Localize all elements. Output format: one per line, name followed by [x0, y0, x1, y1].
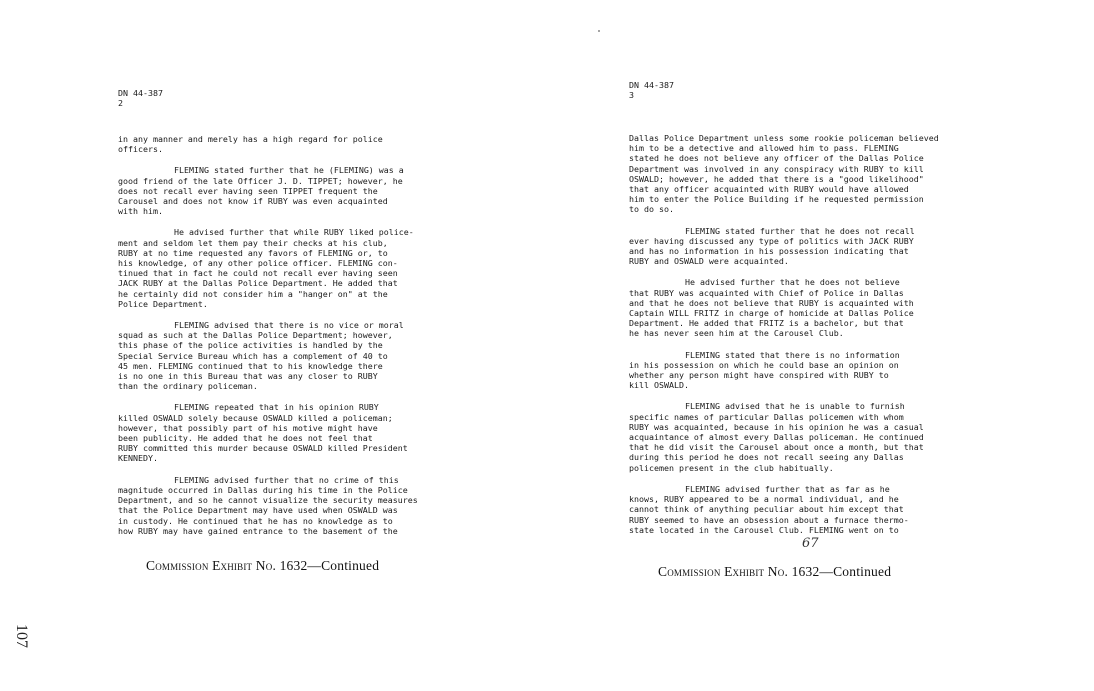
caption-title: Commission Exhibit No. 1632 — [146, 558, 308, 573]
page-number: 3 — [629, 90, 634, 101]
paragraph: in any manner and merely has a high regard for police officers. — [118, 134, 383, 155]
right-document-page — [547, 0, 1094, 691]
file-number: DN 44-387 — [118, 88, 163, 98]
paragraph: He advised further that while RUBY liked police- ment and seldom let them pay their checks at his club, RUBY at no time requested any favors of FLEMING or, to his knowledge, of any other police officer. FLEMING con- tinued that in fact he could not recall ever having seen JACK RUBY at the Dallas Police Department. He added that he certainly did not consider him a "hanger on" at the Police Department. — [118, 227, 414, 309]
paragraph: FLEMING stated further that he does not recall ever having discussed any type of politics with JACK RUBY and has no information in his possession indicating that RUBY and OSWALD were acquainted. — [629, 225, 915, 267]
page-number: 2 — [118, 98, 123, 109]
exhibit-caption — [658, 564, 891, 580]
paragraph: FLEMING stated further that he (FLEMING) was a good friend of the late Officer J. D. TIPPET; however, he does not recall ever having seen TIPPET frequent the Carousel and does not know if RUBY was even acquainted with him. — [118, 165, 404, 217]
body-text — [629, 133, 989, 546]
paragraph: Dallas Police Department unless some rookie policeman believed him to be a detective and allowed him to pass. FLEMING stated he does not believe any officer of the Dallas Police Department was involved in any conspiracy with RUBY to kill OSWALD; however, he added that there is a "good likelihood" that any officer acquainted with RUBY would have allowed him to enter the Police Building if he requested permission to do so. — [629, 133, 939, 215]
margin-page-number: 107 — [13, 624, 30, 648]
file-number: DN 44-387 — [629, 80, 674, 90]
paragraph: He advised further that he does not believe that RUBY was acquainted with Chief of Police in Dallas and that he does not believe that RUBY is acquainted with Captain WILL FRITZ in charge of homicide at Dallas Police Department. He added that FRITZ is a bachelor, but that he has never seen him at the Carousel Club. — [629, 277, 914, 339]
handwritten-page-number: 67 — [802, 536, 819, 551]
paragraph: FLEMING advised that he is unable to furnish specific names of particular Dallas policemen with whom RUBY was acquainted, because in his opinion he was a casual acquaintance of almost every Dallas policeman. He continued that he did visit the Carousel about once a month, but that during this period he does not recall seeing any Dallas policemen present in the club habitually. — [629, 401, 924, 473]
caption-suffix: —Continued — [307, 558, 380, 573]
file-number-block — [629, 80, 674, 100]
file-number-block — [118, 88, 163, 108]
paragraph: FLEMING advised further that no crime of this magnitude occurred in Dallas during his time in the Police Department, and so he cannot visualize the security measures that the Police Department may have used when OSWALD was in custody. He continued that he has no knowledge as to how RUBY may have gained entrance to the basement of the — [118, 474, 418, 536]
paragraph: FLEMING advised that there is no vice or moral squad as such at the Dallas Police Department; however, this phase of the police activities is handled by the Special Service Bureau which has a complement of 40 to 45 men. FLEMING continued that to his knowledge there is no one in this Bureau that was any closer to RUBY than the ordinary policeman. — [118, 320, 404, 392]
scan-speck — [598, 30, 600, 32]
paragraph: FLEMING repeated that in his opinion RUBY killed OSWALD solely because OSWALD killed a policeman; however, that possibly part of his motive might have been publicity. He added that he does not feel that RUBY committed this murder because OSWALD killed President KENNEDY. — [118, 402, 408, 464]
paragraph: FLEMING advised further that as far as he knows, RUBY appeared to be a normal individual, and he cannot think of anything peculiar about him except that RUBY seemed to have an obsession about a furnace thermo- state located in the Carousel Club. FLEMING went on to — [629, 483, 909, 535]
exhibit-caption — [146, 558, 379, 574]
caption-title: Commission Exhibit No. 1632 — [658, 564, 820, 579]
body-text — [118, 134, 462, 547]
caption-suffix: —Continued — [819, 564, 892, 579]
paragraph: FLEMING stated that there is no information in his possession on which he could base an opinion on whether any person might have conspired with RUBY to kill OSWALD. — [629, 349, 900, 391]
